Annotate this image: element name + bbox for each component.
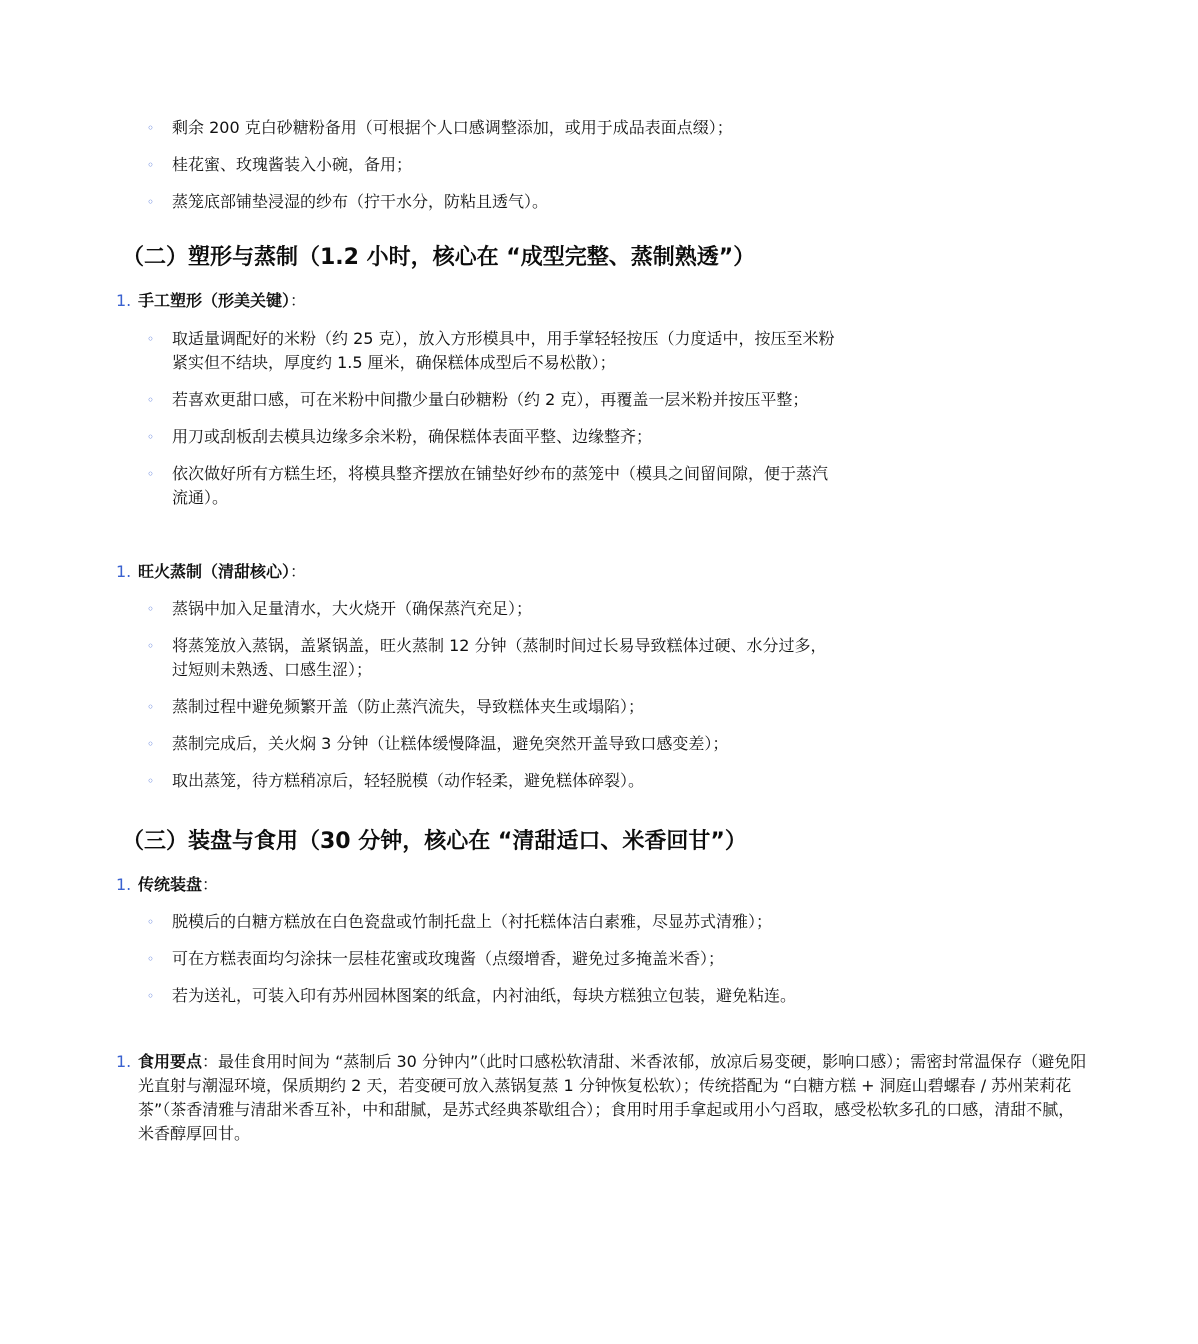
bullet-icon: ◦ bbox=[147, 989, 155, 1003]
section-heading-3: （三）装盘与食用（30 分钟，核心在 “清甜适口、米香回甘”） bbox=[122, 829, 747, 854]
list-item: ◦ 用刀或刮板刮去模具边缘多余米粉，确保糕体表面平整、边缘整齐； bbox=[0, 425, 950, 449]
bullet-icon: ◦ bbox=[147, 121, 155, 135]
plating-bullet-list bbox=[0, 910, 950, 1021]
item-title: 旺火蒸制（清甜核心） bbox=[138, 562, 291, 581]
list-item: ◦ 剩余 200 克白砂糖粉备用（可根据个人口感调整添加，或用于成品表面点缀）； bbox=[0, 116, 950, 140]
section-heading-2: （二）塑形与蒸制（1.2 小时，核心在 “成型完整、蒸制熟透”） bbox=[122, 245, 756, 270]
item-number: 1. bbox=[116, 562, 132, 581]
list-item: ◦ 可在方糕表面均匀涂抹一层桂花蜜或玫瑰酱（点缀增香，避免过多掩盖米香）； bbox=[0, 947, 950, 971]
bullet-icon: ◦ bbox=[147, 737, 155, 751]
list-item: ◦ 将蒸笼放入蒸锅，盖紧锅盖，旺火蒸制 12 分钟（蒸制时间过长易导致糕体过硬、水分过多，过短则未熟透、口感生涩）； bbox=[147, 636, 827, 679]
shaping-bullet-list bbox=[0, 327, 950, 523]
bullet-icon: ◦ bbox=[147, 639, 155, 653]
bullet-icon: ◦ bbox=[147, 774, 155, 788]
item-number: 1. bbox=[116, 875, 132, 894]
list-item: ◦ 取出蒸笼，待方糕稍凉后，轻轻脱模（动作轻柔，避免糕体碎裂）。 bbox=[0, 769, 950, 793]
bullet-icon: ◦ bbox=[147, 430, 155, 444]
bullet-icon: ◦ bbox=[147, 700, 155, 714]
bullet-icon: ◦ bbox=[147, 915, 155, 929]
item-title: 手工塑形（形美关键） bbox=[138, 291, 291, 310]
item-number: 1. bbox=[116, 291, 132, 310]
list-item: ◦ 蒸锅中加入足量清水，大火烧开（确保蒸汽充足）； bbox=[0, 597, 950, 621]
bullet-icon: ◦ bbox=[147, 467, 155, 481]
list-item: ◦ 蒸笼底部铺垫浸湿的纱布（拧干水分，防粘且透气）。 bbox=[0, 190, 950, 214]
numbered-item-eating-tips: 1. 食用要点：最佳食用时间为 “蒸制后 30 分钟内”（此时口感松软清甜、米香浓郁，放凉后易变硬，影响口感）；需密封常温保存（避免阳光直射与潮湿环境，保质期约 2 天，若变硬可放入蒸锅复蒸 1 分钟恢复松软）；传统搭配为 “白糖方糕 + 洞庭山碧螺春 / 苏州茉莉花茶”（茶香清雅与清甜米香互补，中和甜腻，是苏式经典茶歇组合）；食用时用手拿起或用小勺舀取，感受松软多孔的口感，清甜不腻，米香醇厚回甘。 bbox=[116, 1052, 1087, 1143]
numbered-item-steaming: 1. 旺火蒸制（清甜核心）： bbox=[0, 560, 1198, 584]
item-title: 食用要点 bbox=[138, 1052, 203, 1071]
bullet-icon: ◦ bbox=[147, 332, 155, 346]
item-body-text: 最佳食用时间为 “蒸制后 30 分钟内”（此时口感松软清甜、米香浓郁，放凉后易变硬，影响口感）；需密封常温保存（避免阳光直射与潮湿环境，保质期约 2 天，若变硬可放入蒸锅复蒸 1 分钟恢复松软）；传统搭配为 “白糖方糕 + 洞庭山碧螺春 / 苏州茉莉花茶”（茶香清雅与清甜米香互补，中和甜腻，是苏式经典茶歇组合）；食用时用手拿起或用小勺舀取，感受松软多孔的口感，清甜不腻，米香醇厚回甘。 bbox=[138, 1052, 1087, 1143]
list-item: ◦ 蒸制完成后，关火焖 3 分钟（让糕体缓慢降温，避免突然开盖导致口感变差）； bbox=[0, 732, 950, 756]
list-item: ◦ 若为送礼，可装入印有苏州园林图案的纸盒，内衬油纸，每块方糕独立包装，避免粘连。 bbox=[0, 984, 950, 1008]
list-item: ◦ 依次做好所有方糕生坯，将模具整齐摆放在铺垫好纱布的蒸笼中（模具之间留间隙，便于蒸汽流通）。 bbox=[147, 464, 829, 507]
bullet-icon: ◦ bbox=[147, 952, 155, 966]
list-item: ◦ 取适量调配好的米粉（约 25 克），放入方形模具中，用手掌轻轻按压（力度适中，按压至米粉紧实但不结块，厚度约 1.5 厘米，确保糕体成型后不易松散）； bbox=[147, 329, 835, 372]
intro-bullet-list bbox=[0, 116, 950, 227]
bullet-icon: ◦ bbox=[147, 393, 155, 407]
list-item: ◦ 桂花蜜、玫瑰酱装入小碗，备用； bbox=[0, 153, 950, 177]
list-item: ◦ 脱模后的白糖方糕放在白色瓷盘或竹制托盘上（衬托糕体洁白素雅，尽显苏式清雅）； bbox=[0, 910, 950, 934]
steaming-bullet-list bbox=[0, 597, 950, 806]
bullet-icon: ◦ bbox=[147, 195, 155, 209]
item-title: 传统装盘 bbox=[138, 875, 203, 894]
bullet-icon: ◦ bbox=[147, 602, 155, 616]
list-item: ◦ 若喜欢更甜口感，可在米粉中间撒少量白砂糖粉（约 2 克），再覆盖一层米粉并按压平整； bbox=[0, 388, 950, 412]
item-number: 1. bbox=[116, 1052, 132, 1071]
numbered-item-plating: 1. 传统装盘： bbox=[0, 873, 1198, 897]
bullet-icon: ◦ bbox=[147, 158, 155, 172]
list-item: ◦ 蒸制过程中避免频繁开盖（防止蒸汽流失，导致糕体夹生或塌陷）； bbox=[0, 695, 950, 719]
numbered-item-shaping: 1. 手工塑形（形美关键）： bbox=[0, 289, 1198, 313]
